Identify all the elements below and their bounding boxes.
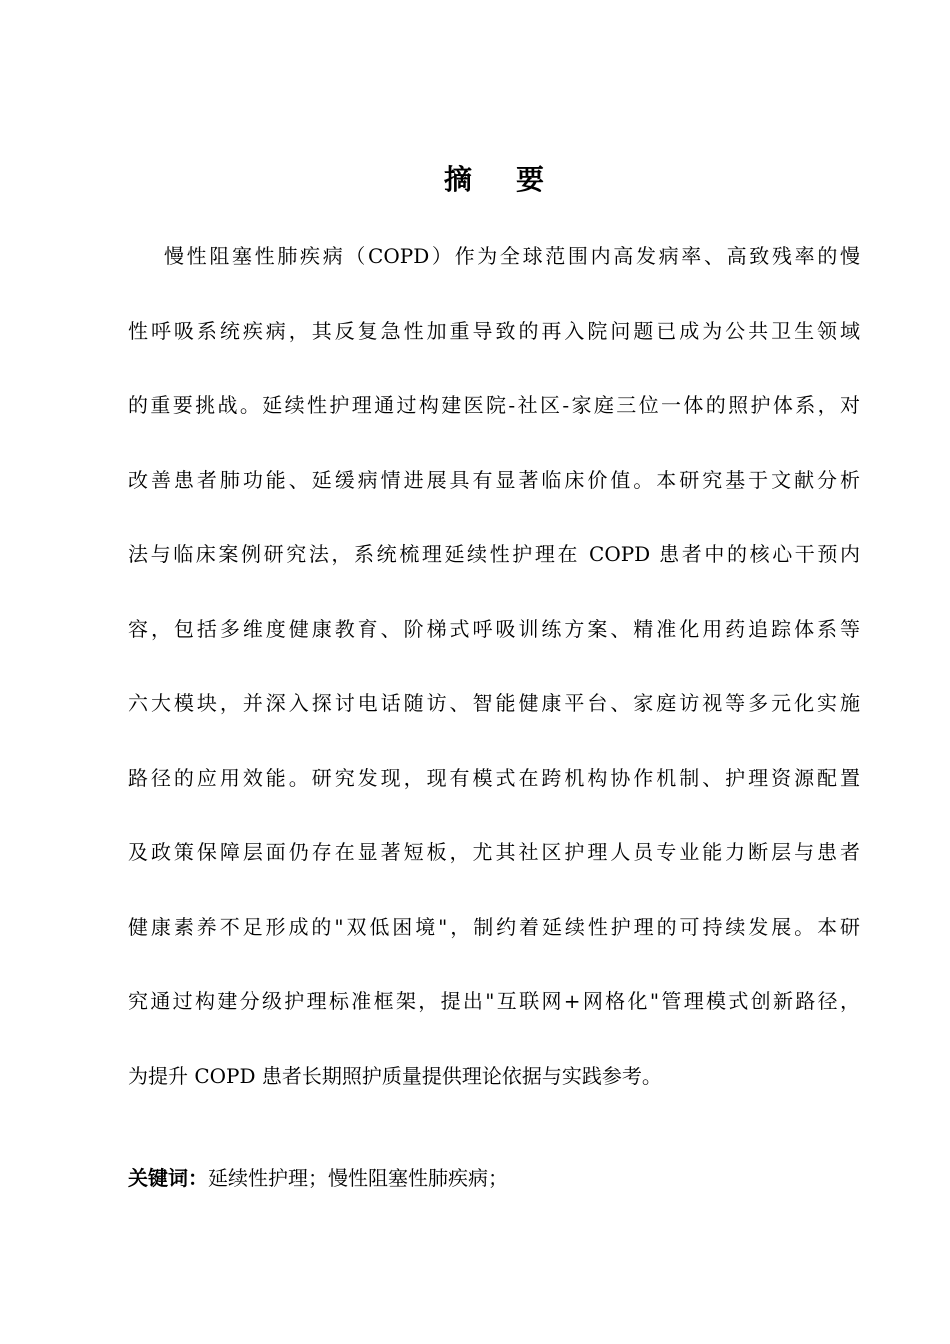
keywords-value: 延续性护理；慢性阻塞性肺疾病； (208, 1166, 508, 1190)
title-char-2: 要 (516, 163, 545, 196)
abstract-line: 及政策保障层面仍存在显著短板，尤其社区护理人员专业能力断层与患者 (128, 840, 860, 864)
abstract-line: 的重要挑战。延续性护理通过构建医院-社区-家庭三位一体的照护体系，对 (128, 393, 860, 417)
abstract-line: 路径的应用效能。研究发现，现有模式在跨机构协作机制、护理资源配置 (128, 765, 860, 790)
abstract-line: 六大模块，并深入探讨电话随访、智能健康平台、家庭访视等多元化实施 (128, 691, 860, 715)
abstract-line: 法与临床案例研究法，系统梳理延续性护理在 COPD 患者中的核心干预内 (128, 542, 860, 566)
abstract-title (0, 160, 950, 200)
title-char-1: 摘 (443, 163, 472, 196)
abstract-line: 改善患者肺功能、延缓病情进展具有显著临床价值。本研究基于文献分析 (128, 467, 860, 492)
abstract-line: 慢性阻塞性肺疾病（COPD）作为全球范围内高发病率、高致残率的慢 (164, 244, 860, 268)
abstract-body (128, 236, 860, 1130)
abstract-line: 容，包括多维度健康教育、阶梯式呼吸训练方案、精准化用药追踪体系等 (128, 616, 860, 641)
keywords-label: 关键词： (128, 1166, 208, 1190)
keywords (128, 1160, 508, 1196)
abstract-line: 性呼吸系统疾病，其反复急性加重导致的再入院问题已成为公共卫生领域 (128, 318, 860, 343)
abstract-line: 为提升 COPD 患者长期照护质量提供理论依据与实践参考。 (128, 1063, 662, 1088)
abstract-line: 究通过构建分级护理标准框架，提出"互联网+网格化"管理模式创新路径， (128, 989, 860, 1013)
abstract-line: 健康素养不足形成的"双低困境"，制约着延续性护理的可持续发展。本研 (128, 914, 860, 939)
